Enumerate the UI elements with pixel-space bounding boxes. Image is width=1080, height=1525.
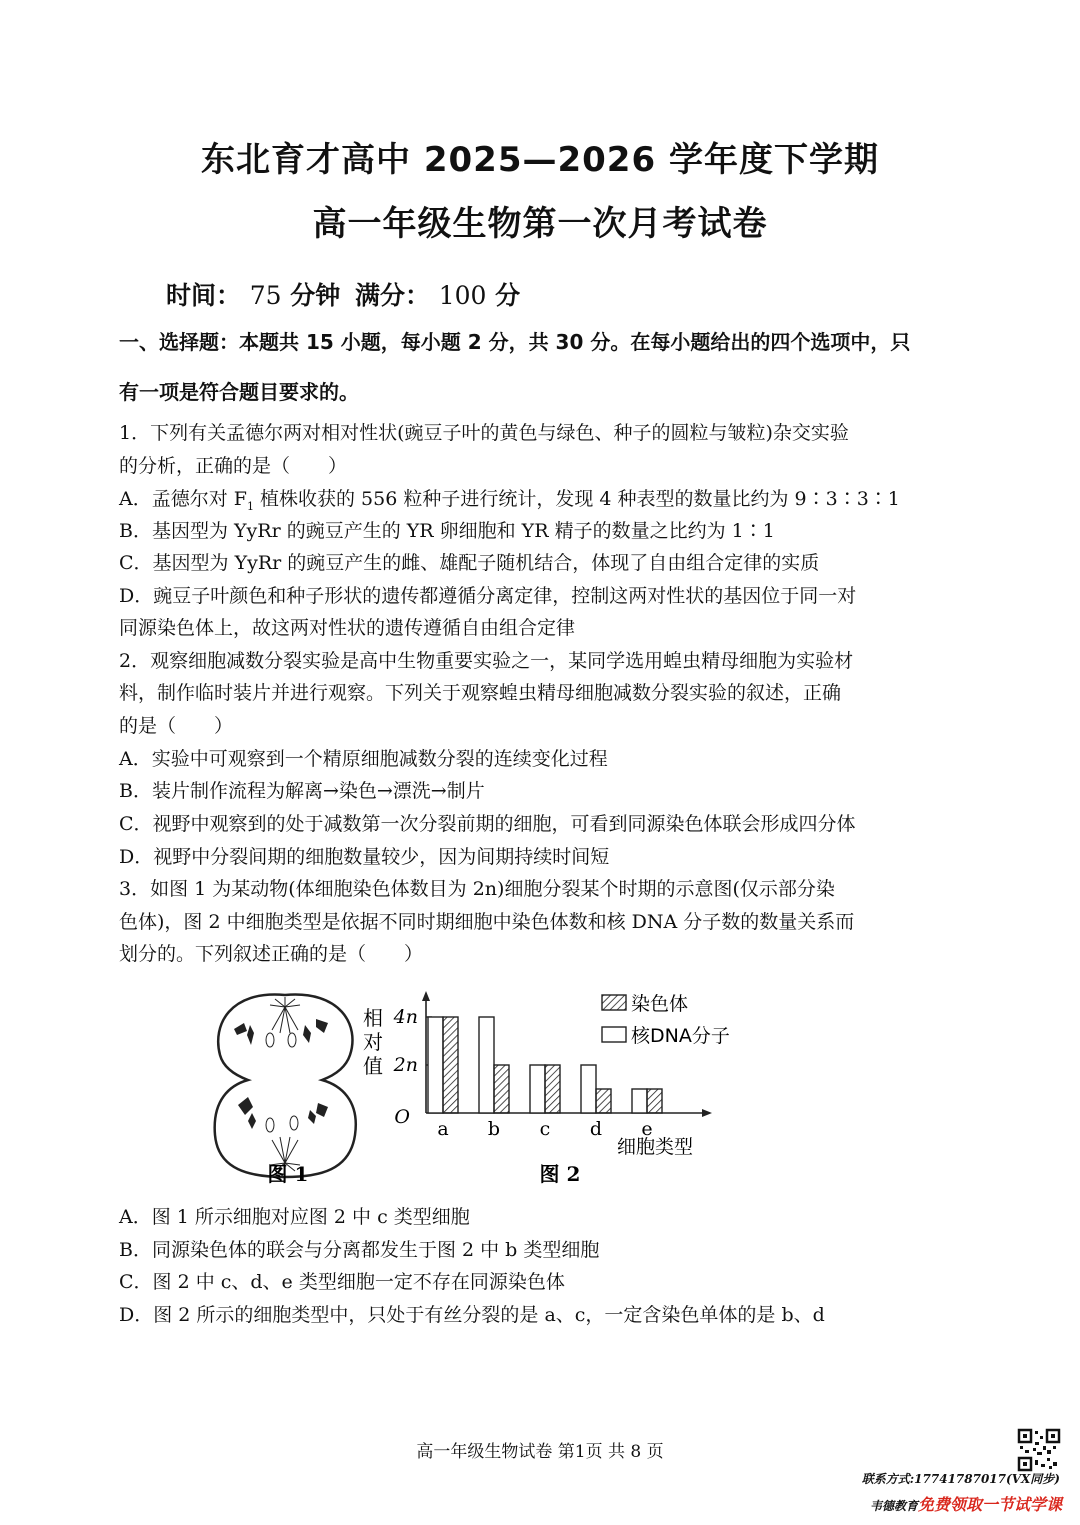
x-axis-label: 细胞类型 bbox=[616, 1136, 694, 1158]
bar-chromosome-e bbox=[647, 1089, 662, 1113]
legend-swatch-chromosome bbox=[602, 995, 626, 1010]
bar-dna-a bbox=[428, 1017, 443, 1113]
contact-info: 联系方式:17741787017(VX同步) bbox=[861, 1472, 1060, 1486]
bar-chromosome-c bbox=[545, 1065, 560, 1113]
section-heading: 一、选择题：本题共 15 小题，每小题 2 分，共 30 分。在每小题给出的四个选项中，只 bbox=[119, 330, 911, 354]
y-axis-label-char3: 值 bbox=[363, 1054, 383, 1078]
upper-aster bbox=[270, 997, 300, 1033]
time-unit: 分钟 bbox=[290, 281, 341, 310]
cell-outline bbox=[215, 995, 356, 1177]
score-unit: 分 bbox=[495, 281, 521, 310]
y-axis-label-char1: 相 bbox=[363, 1006, 383, 1030]
legend-label-chromosome: 染色体 bbox=[631, 993, 689, 1015]
q1-option-d-cont: 同源染色体上，故这两对性状的遗传遵循自由组合定律 bbox=[119, 617, 576, 639]
q3-option-c: C．图 2 中 c、d、e 类型细胞一定不存在同源染色体 bbox=[119, 1271, 565, 1293]
q3-option-b: B．同源染色体的联会与分离都发生于图 2 中 b 类型细胞 bbox=[119, 1239, 600, 1261]
promo-banner[interactable] bbox=[870, 1492, 1062, 1515]
q2-stem: 2．观察细胞减数分裂实验是高中生物重要实验之一，某同学选用蝗虫精母细胞为实验材 bbox=[119, 650, 854, 672]
x-axis-arrow bbox=[702, 1109, 712, 1117]
q2-option-b: B．装片制作流程为解离→染色→漂洗→制片 bbox=[119, 780, 485, 802]
chromosome-dna-bar-chart bbox=[363, 991, 730, 1158]
exam-title-line1: 东北育才高中 2025—2026 学年度下学期 bbox=[201, 140, 879, 180]
upper-chromosomes bbox=[234, 1019, 328, 1047]
y-axis-arrow bbox=[422, 991, 430, 1001]
q1-option-a bbox=[119, 484, 900, 513]
y-tick-label-2n: 2n bbox=[393, 1054, 418, 1076]
fig2-caption: 图 2 bbox=[539, 1162, 581, 1186]
q3-option-a: A．图 1 所示细胞对应图 2 中 c 类型细胞 bbox=[119, 1206, 470, 1228]
x-tick-label-e: e bbox=[641, 1118, 653, 1140]
chart-legend bbox=[602, 993, 730, 1047]
time-value: 75 bbox=[249, 281, 282, 310]
q3-stem-cont1: 色体)，图 2 中细胞类型是依据不同时期细胞中染色体数和核 DNA 分子数的数量关系而 bbox=[119, 911, 855, 933]
qr-code-icon[interactable] bbox=[1017, 1428, 1061, 1472]
y-axis-label-char2: 对 bbox=[363, 1030, 383, 1054]
bar-dna-d bbox=[581, 1065, 596, 1113]
cell-division-drawing bbox=[215, 995, 356, 1177]
bar-dna-b bbox=[479, 1017, 494, 1113]
x-tick-label-c: c bbox=[539, 1118, 551, 1140]
q2-stem-cont2: 的是（ ） bbox=[119, 715, 234, 737]
q1-option-c: C．基因型为 YyRr 的豌豆产生的雌、雄配子随机结合，体现了自由组合定律的实质 bbox=[119, 552, 820, 574]
x-tick-label-d: d bbox=[589, 1118, 603, 1140]
bar-dna-c bbox=[530, 1065, 545, 1113]
y-tick-label-origin: O bbox=[394, 1106, 410, 1128]
q3-stem: 3．如图 1 为某动物(体细胞染色体数目为 2n)细胞分裂某个时期的示意图(仅示部分染 bbox=[119, 878, 835, 900]
promo-text: 免费领取一节试学课 bbox=[917, 1495, 1062, 1514]
section-heading-cont: 有一项是符合题目要求的。 bbox=[119, 380, 359, 404]
bar-chromosome-a bbox=[443, 1017, 458, 1113]
lower-chromosomes bbox=[238, 1097, 328, 1132]
brand-name: 韦德教育 bbox=[869, 1499, 918, 1513]
legend-label-dna: 核DNA分子 bbox=[631, 1025, 730, 1047]
bar-dna-e bbox=[632, 1089, 647, 1113]
time-label: 时间： bbox=[166, 281, 242, 310]
bar-chromosome-d bbox=[596, 1089, 611, 1113]
exam-title-line2: 高一年级生物第一次月考试卷 bbox=[312, 204, 768, 244]
bar-chromosome-b bbox=[494, 1065, 509, 1113]
legend-swatch-dna bbox=[602, 1027, 626, 1042]
q1-a-sub: 1 bbox=[246, 499, 254, 513]
x-tick-label-a: a bbox=[437, 1118, 449, 1140]
q1-option-d: D．豌豆子叶颜色和种子形状的遗传都遵循分离定律，控制这两对性状的基因位于同一对 bbox=[119, 585, 857, 607]
fig1-caption: 图 1 bbox=[267, 1162, 309, 1186]
q1-stem: 1．下列有关孟德尔两对相对性状(豌豆子叶的黄色与绿色、种子的圆粒与皱粒)杂交实验 bbox=[119, 422, 849, 444]
x-tick-label-b: b bbox=[487, 1118, 501, 1140]
score-value: 100 bbox=[438, 281, 487, 310]
q3-stem-cont2: 划分的。下列叙述正确的是（ ） bbox=[119, 943, 424, 965]
q3-option-d: D．图 2 所示的细胞类型中，只处于有丝分裂的是 a、c，一定含染色单体的是 b、d bbox=[119, 1304, 825, 1326]
q1-a-pre: A．孟德尔对 F bbox=[119, 488, 247, 510]
score-label: 满分： bbox=[355, 281, 431, 310]
q2-option-a: A．实验中可观察到一个精原细胞减数分裂的连续变化过程 bbox=[119, 748, 608, 770]
q2-option-c: C．视野中观察到的处于减数第一次分裂前期的细胞，可看到同源染色体联会形成四分体 bbox=[119, 813, 856, 835]
q1-stem-cont: 的分析，正确的是（ ） bbox=[119, 455, 348, 477]
y-tick-label-4n: 4n bbox=[393, 1006, 418, 1028]
exam-info bbox=[166, 276, 520, 312]
q2-option-d: D．视野中分裂间期的细胞数量较少，因为间期持续时间短 bbox=[119, 846, 610, 868]
q3-figure bbox=[210, 985, 770, 1190]
q2-stem-cont1: 料，制作临时装片并进行观察。下列关于观察蝗虫精母细胞减数分裂实验的叙述，正确 bbox=[119, 682, 842, 704]
q1-option-b: B．基因型为 YyRr 的豌豆产生的 YR 卵细胞和 YR 精子的数量之比约为 1∶1 bbox=[119, 520, 775, 542]
q1-a-post: 植株收获的 556 粒种子进行统计，发现 4 种表型的数量比约为 9∶3∶3∶1 bbox=[253, 488, 900, 510]
page-footer: 高一年级生物试卷 第1页 共 8 页 bbox=[416, 1442, 664, 1462]
